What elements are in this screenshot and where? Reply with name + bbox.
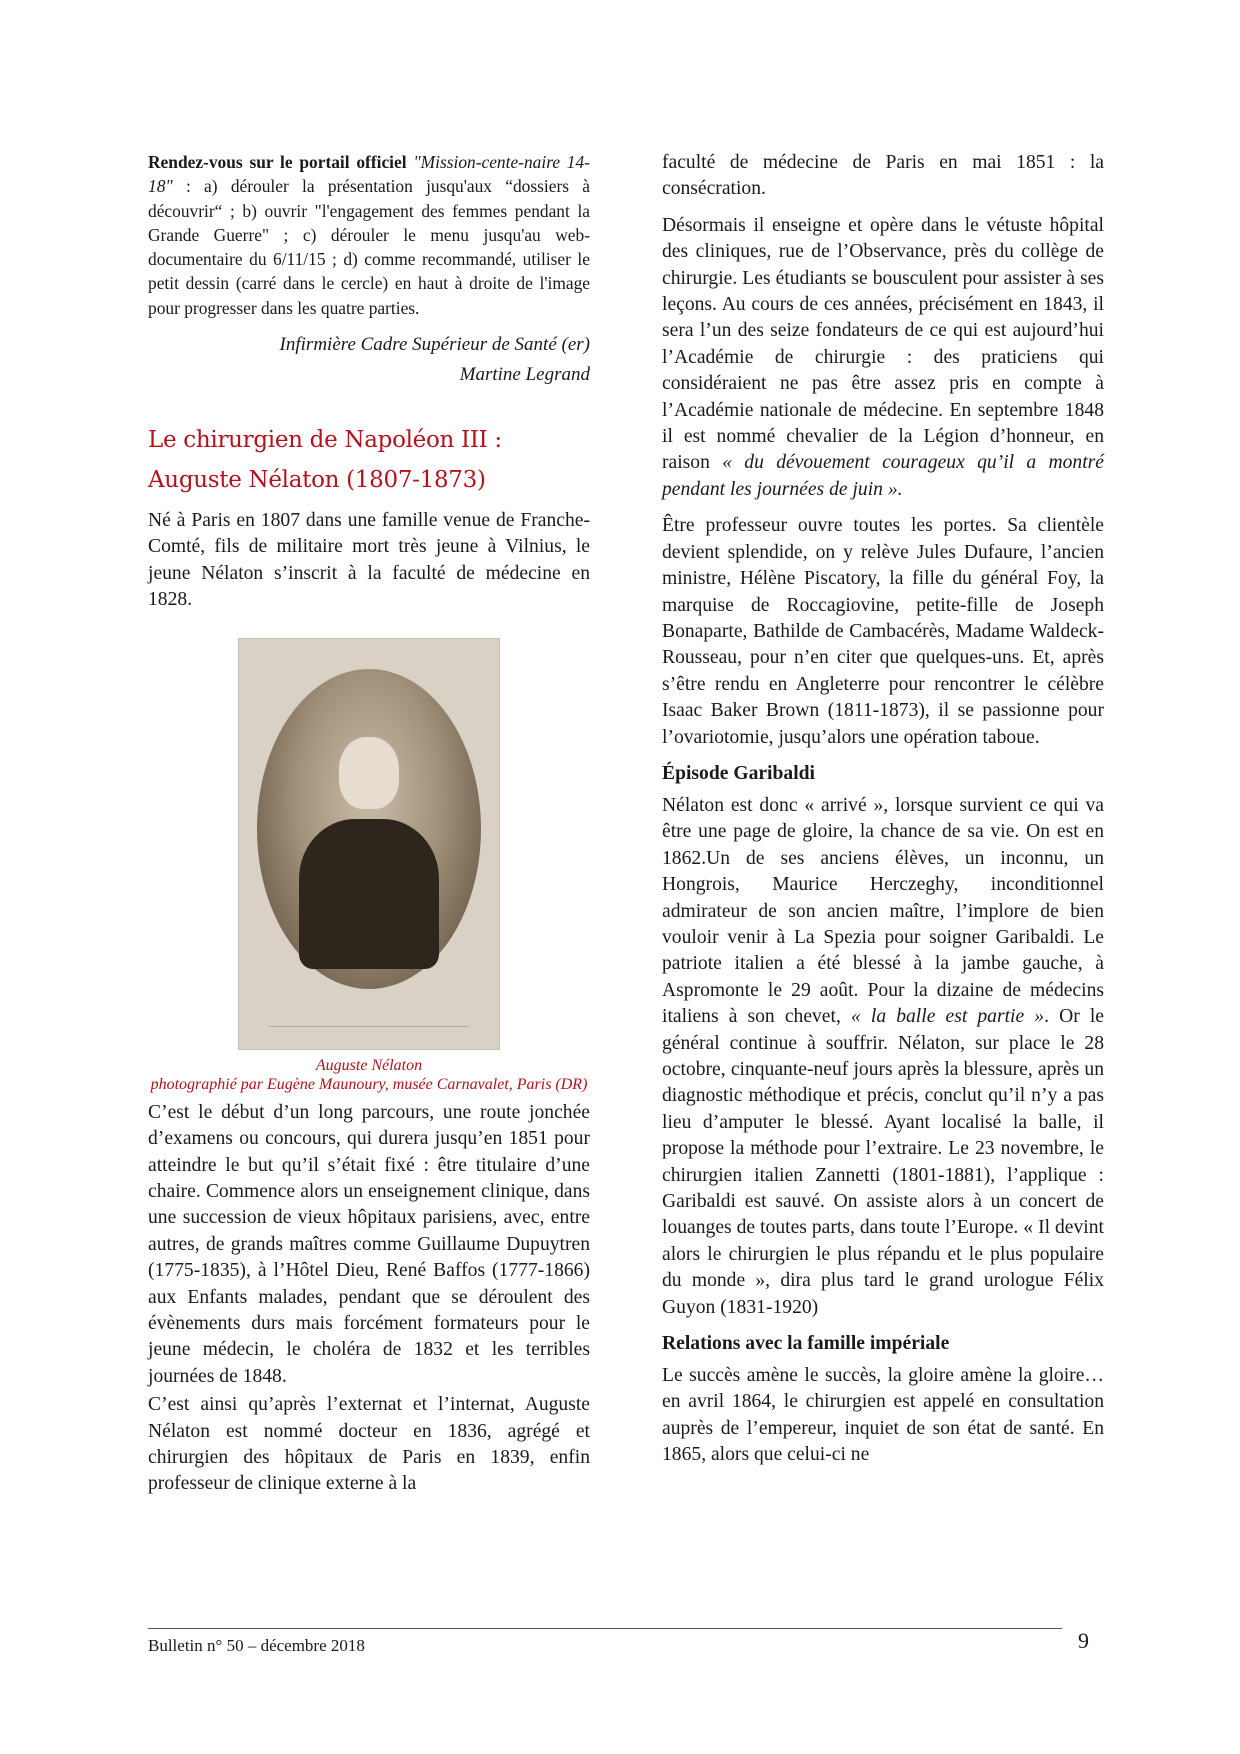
signature-name: Martine Legrand	[459, 364, 590, 386]
imperial-family-paragraph: Le succès amène le succès, la gloire amène la gloire… en avril 1864, le chirurgien est appelé en consultation auprès de l’empereur, inquiet de son état de santé. En 1865, alors que celui-ci ne	[662, 1365, 1104, 1466]
intro-paragraph: Né à Paris en 1807 dans une famille venue de Franche-Comté, fils de militaire mort très jeune à Vilnius, le jeune Nélaton s’inscrit à la faculté de médecine en 1828.	[148, 510, 590, 611]
bullet-quote: « la balle est partie »	[850, 1006, 1045, 1028]
article-title	[148, 420, 590, 500]
clientele-paragraph: Être professeur ouvre toutes les portes. Sa clientèle devient splendide, on y relève Jules Dufaure, l’ancien ministre, Hélène Piscatory, la fille du général Foy, la marquise de Roccagiovine, petite-fille de Joseph Bonaparte, Bathilde de Cambacérès, Madame Waldeck-Rousseau, pour n’en citer que quelques-uns. Et, après s’être rendu en Angleterre pour rencontrer le célèbre Isaac Baker Brown (1811-1873), il se passionne pour l’ovariotomie, jusqu’alors une opération taboue.	[662, 515, 1104, 748]
portal-instructions	[148, 150, 590, 320]
garibaldi-heading: Épisode Garibaldi	[662, 762, 815, 784]
photo-caption-title: Auguste Nélaton	[315, 1056, 423, 1074]
left-column	[148, 150, 590, 1508]
portrait-figure-body	[299, 819, 439, 969]
footer-rule	[148, 1628, 1062, 1629]
teaching-paragraph	[662, 213, 1104, 503]
photo-caption-credit: photographié par Eugène Maunoury, musée Carnavalet, Paris (DR)	[150, 1075, 588, 1093]
garibaldi-paragraph-start: Nélaton est donc « arrivé », lorsque survient ce qui va être une page de gloire, la chance de sa vie. On est en 1862.Un de ses anciens élèves, un inconnu, un Hongrois, Maurice Herczeghy, inconditionnel admirateur de son ancien maître, l’implore de bien vouloir venir à La Spezia pour soigner Garibaldi. Le patriote italien a été blessé à la jambe gauche, à Aspromonte le 29 août. Pour la dizaine de médecins italiens à son chevet,	[662, 794, 1104, 1028]
article-title-line-2: Auguste Nélaton (1807-1873)	[148, 467, 486, 494]
garibaldi-paragraph	[662, 793, 1104, 1321]
imperial-family-heading: Relations avec la famille impériale	[662, 1333, 950, 1355]
page-number: 9	[1078, 1628, 1089, 1653]
teaching-paragraph-text: Désormais il enseigne et opère dans le vétuste hôpital des cliniques, rue de l’Observance, près du collège de chirurgie. Les étudiants se bousculent pour assister à ses leçons. Au cours de ces années, précisément en 1843, il sera l’un des seize fondateurs de ce qui est aujourd’hui l’Académie de chirurgie : des praticiens qui considéraient ne pas être assez pris en compte à l’Académie nationale de médecine. En septembre 1848 il est nommé chevalier de la Légion d’honneur, en raison	[662, 214, 1104, 474]
appointment-paragraph: C’est ainsi qu’après l’externat et l’internat, Auguste Nélaton est nommé docteur en 1836, agrégé et chirurgien des hôpitaux de Paris en 1839, enfin professeur de clinique externe à la	[148, 1394, 590, 1495]
article-title-line-1: Le chirurgien de Napoléon III :	[148, 427, 502, 454]
right-column	[662, 150, 1104, 1479]
footer-bulletin: Bulletin n° 50 – décembre 2018	[148, 1636, 365, 1655]
portrait-oval	[257, 669, 481, 989]
photo-mount-strip	[269, 1026, 469, 1037]
garibaldi-paragraph-end: . Or le général continue à souffrir. Nélaton, sur place le 28 octobre, cinquante-neuf jours après la blessure, après un diagnostic méthodique et précis, conclut qu’il n’y a pas lieu d’amputer le blessé. Ayant localisé la balle, il propose la méthode pour l’extraire. Le 23 novembre, le chirurgien italien Zannetti (1801-1881), l’applique : Garibaldi est sauvé. On assiste alors à un concert de louanges de toutes parts, dans toute l’Europe. « Il devint alors le chirurgien le plus répandu et le plus populaire du monde », dira plus tard le grand urologue Félix Guyon (1831-1920)	[662, 1006, 1105, 1318]
legion-honour-quote: « du dévouement courageux qu’il a montré pendant les journées de juin ».	[662, 452, 1104, 500]
portrait-figure-head	[339, 737, 399, 809]
consecration-paragraph: faculté de médecine de Paris en mai 1851 : la consécration.	[662, 152, 1104, 200]
portal-instructions-text: : a) dérouler la présentation jusqu'aux “dossiers à découvrir“ ; b) ouvrir "l'engagement des femmes pendant la Grande Guerre" ; c) dérouler le menu jusqu'au web-documentaire du 6/11/15 ; d) comme recommandé, utiliser le petit dessin (carré dans le cercle) en haut à droite de l'image pour progresser dans les quatre parties.	[148, 176, 590, 318]
photo-caption	[148, 1056, 590, 1094]
career-paragraph: C’est le début d’un long parcours, une route jonchée d’examens ou concours, qui durera jusqu’en 1851 pour atteindre le but qu’il s’était fixé : être titulaire d’une chaire. Commence alors un enseignement clinique, dans une succession de vieux hôpitaux parisiens, avec, entre autres, de grands maîtres comme Guillaume Dupuytren (1775-1835), à l’Hôtel Dieu, René Baffos (1777-1866) aux Enfants malades, pendant que se déroulent des évènements durs mais forcément formateurs pour le jeune médecin, le choléra de 1832 et les terribles journées de 1848.	[148, 1101, 590, 1387]
portal-instructions-lead: Rendez-vous sur le portail officiel	[148, 152, 407, 172]
portrait-photo	[238, 638, 500, 1050]
signature-title: Infirmière Cadre Supérieur de Santé (er)	[279, 334, 590, 356]
portal-name: "Mission-cente-naire 14-18"	[148, 152, 590, 197]
